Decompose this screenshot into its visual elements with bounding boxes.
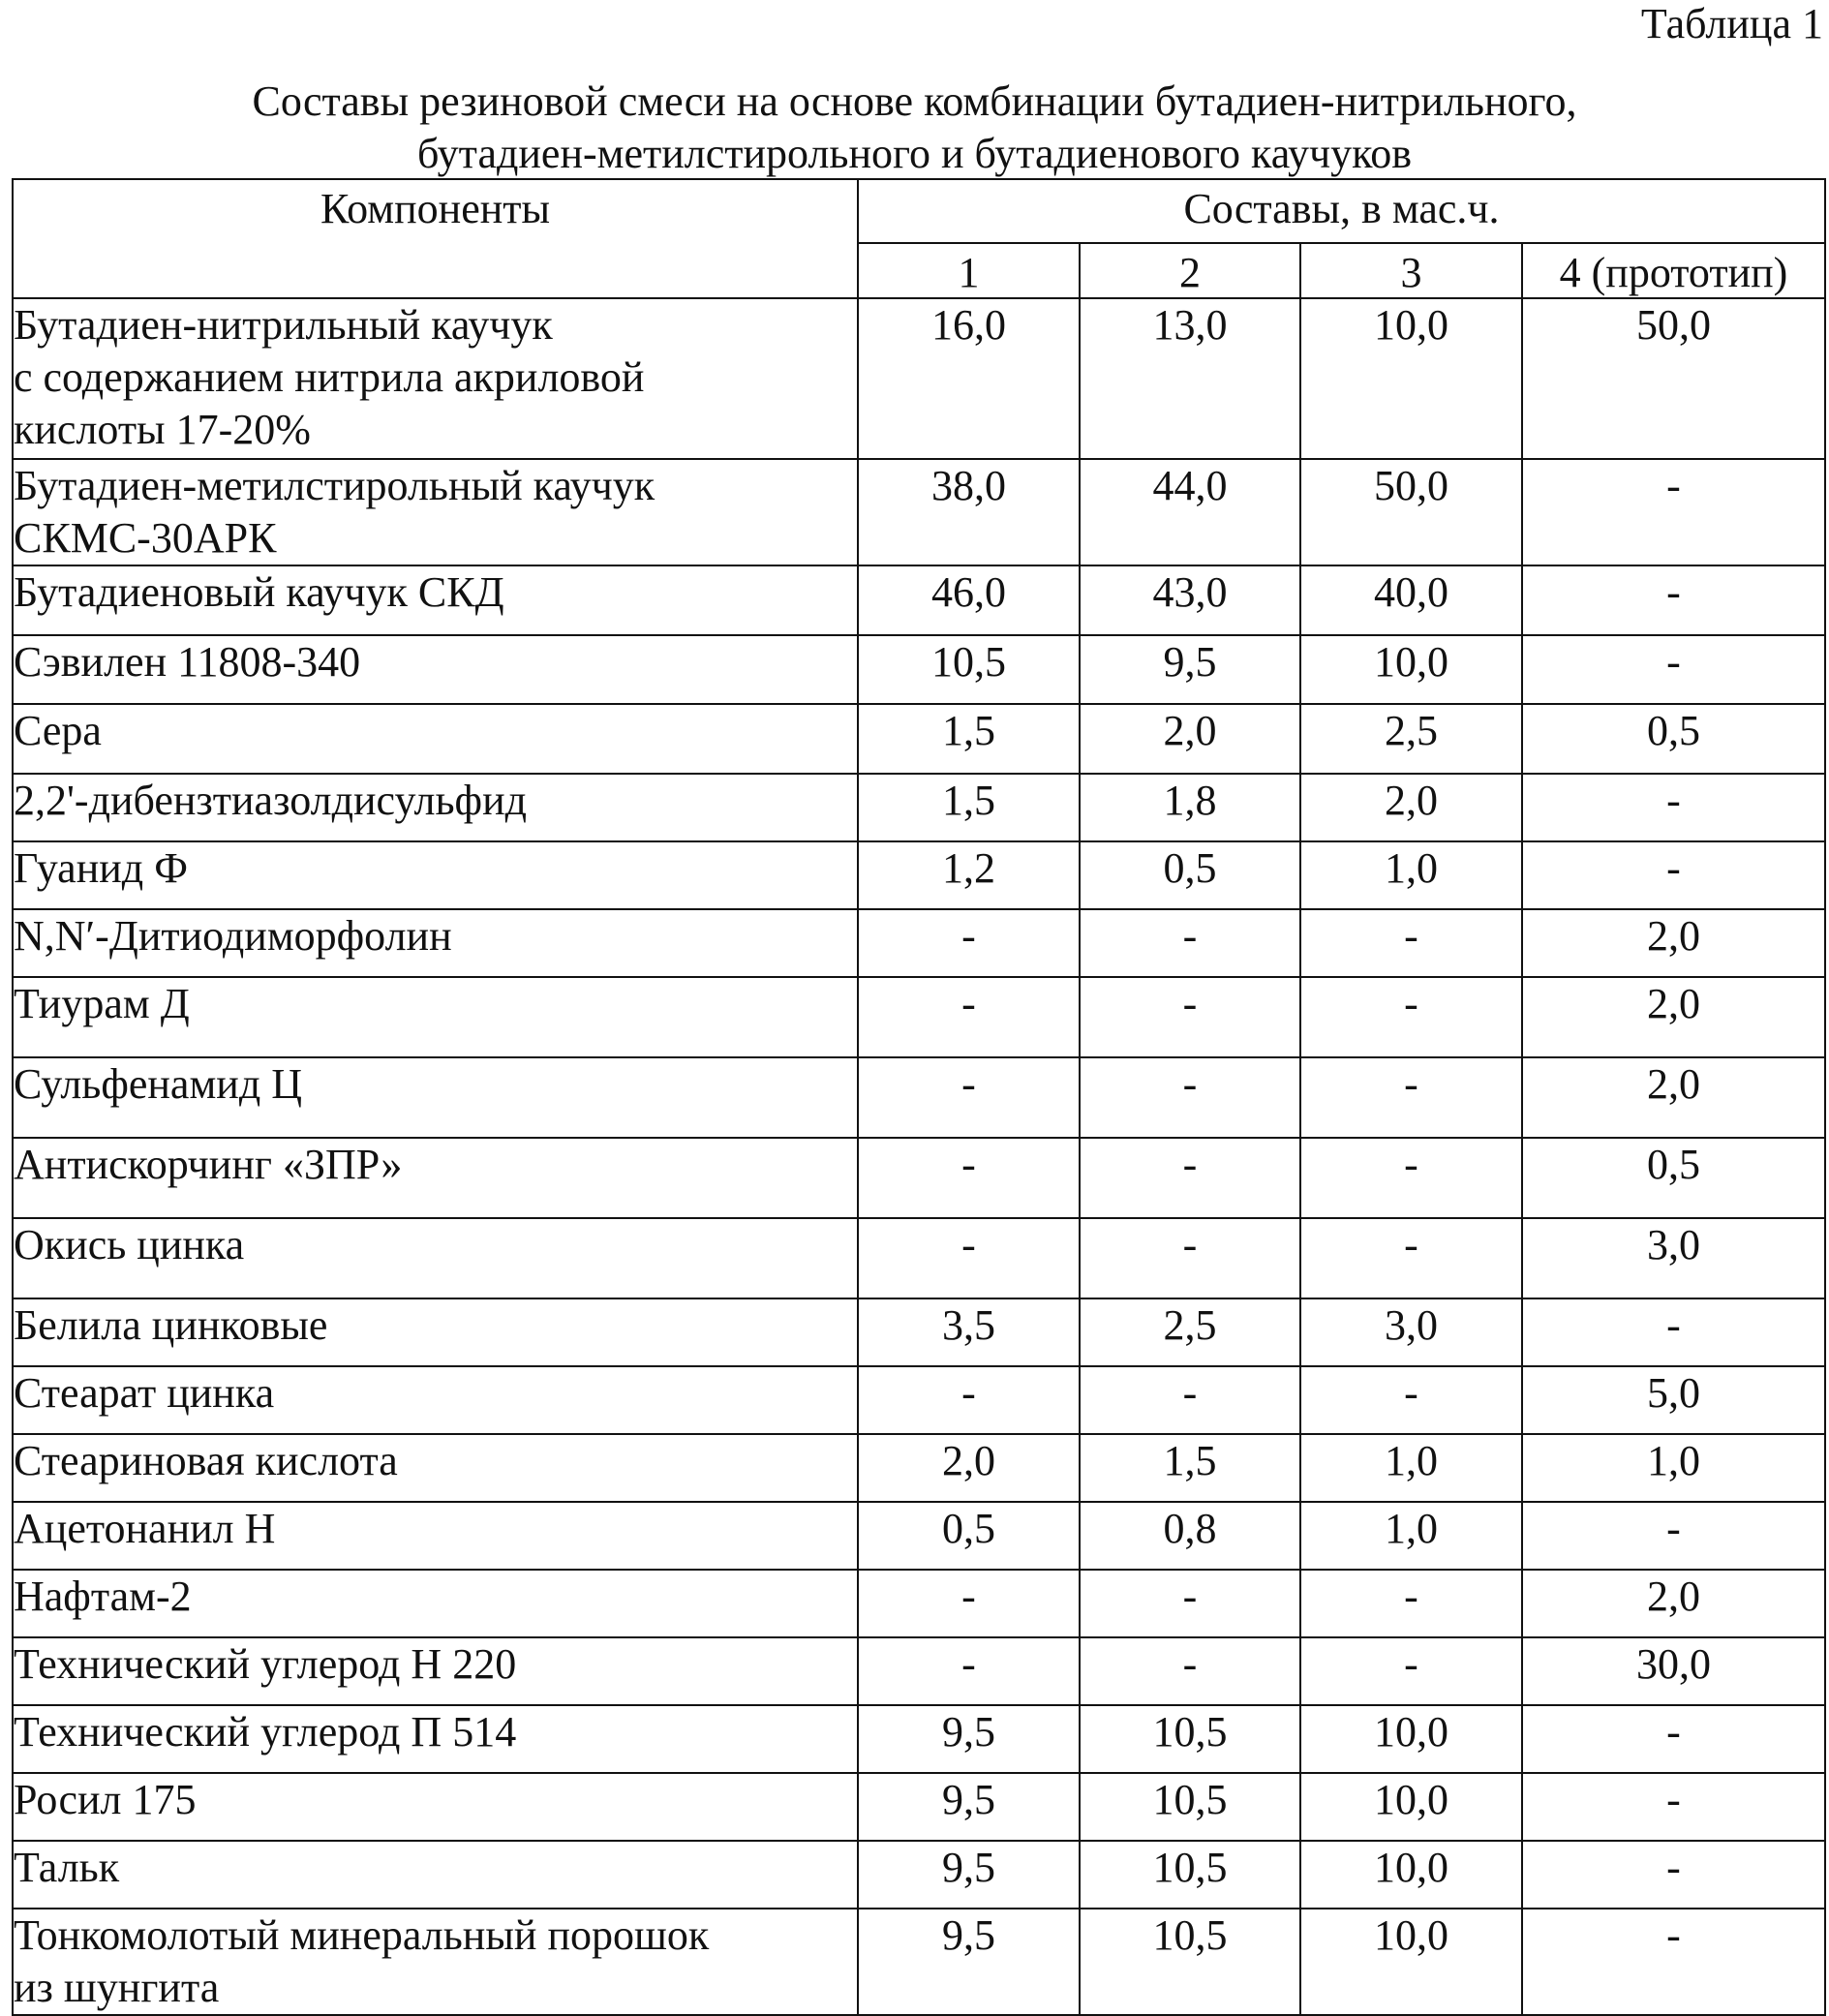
header-col-1: 1 xyxy=(858,243,1080,298)
header-col-3: 3 xyxy=(1300,243,1522,298)
value-cell-col-1: - xyxy=(858,1138,1080,1218)
component-name-cell xyxy=(13,1705,858,1773)
value-cell-col-1: 1,5 xyxy=(858,704,1080,774)
component-name-line: Сэвилен 11808-340 xyxy=(14,638,361,686)
table-row xyxy=(13,977,1825,1057)
value-cell-col-3: 1,0 xyxy=(1300,1502,1522,1570)
value-cell-col-3: 10,0 xyxy=(1300,1909,1522,2015)
value-cell-col-4: - xyxy=(1522,459,1825,565)
value-cell-col-3: 3,0 xyxy=(1300,1298,1522,1366)
value-cell-col-1: - xyxy=(858,1637,1080,1705)
table-row xyxy=(13,1434,1825,1502)
value-cell-col-4: - xyxy=(1522,635,1825,704)
header-compositions: Составы, в мас.ч. xyxy=(858,179,1825,243)
value-cell-col-3: - xyxy=(1300,1138,1522,1218)
value-cell-col-4: 50,0 xyxy=(1522,298,1825,459)
component-name-cell xyxy=(13,1057,858,1138)
table-row xyxy=(13,1218,1825,1298)
value-cell-col-2: 43,0 xyxy=(1080,565,1300,635)
component-name-line: Тиурам Д xyxy=(14,980,190,1027)
component-name-line: Бутадиен-нитрильный каучук xyxy=(14,301,553,349)
value-cell-col-1: - xyxy=(858,1366,1080,1434)
caption-line-2: бутадиен-метилстирольного и бутадиенового каучуков xyxy=(416,130,1413,177)
table-row xyxy=(13,459,1825,565)
value-cell-col-1: 1,5 xyxy=(858,774,1080,841)
component-name-line: Тонкомолотый минеральный порошок xyxy=(14,1911,710,1959)
table-row xyxy=(13,841,1825,909)
component-name-cell xyxy=(13,1298,858,1366)
value-cell-col-4: 0,5 xyxy=(1522,1138,1825,1218)
component-name-line: СКМС-30АРК xyxy=(14,514,277,562)
component-name-line: Ацетонанил Н xyxy=(14,1505,276,1552)
component-name-line: Сульфенамид Ц xyxy=(14,1060,303,1108)
value-cell-col-2: 1,5 xyxy=(1080,1434,1300,1502)
value-cell-col-2: 2,0 xyxy=(1080,704,1300,774)
table-row xyxy=(13,1502,1825,1570)
table-row xyxy=(13,298,1825,459)
component-name-cell xyxy=(13,565,858,635)
value-cell-col-3: 10,0 xyxy=(1300,1773,1522,1841)
value-cell-col-4: - xyxy=(1522,841,1825,909)
table-row xyxy=(13,1773,1825,1841)
table-row xyxy=(13,909,1825,977)
component-name-line: Бутадиеновый каучук СКД xyxy=(14,568,504,616)
value-cell-col-1: 1,2 xyxy=(858,841,1080,909)
value-cell-col-4: - xyxy=(1522,774,1825,841)
value-cell-col-4: - xyxy=(1522,1298,1825,1366)
header-components: Компоненты xyxy=(13,179,858,298)
value-cell-col-4: - xyxy=(1522,1705,1825,1773)
value-cell-col-1: 3,5 xyxy=(858,1298,1080,1366)
component-name-cell xyxy=(13,1637,858,1705)
value-cell-col-2: - xyxy=(1080,1366,1300,1434)
table-row xyxy=(13,704,1825,774)
value-cell-col-2: 10,5 xyxy=(1080,1705,1300,1773)
table-row xyxy=(13,774,1825,841)
header-col-4: 4 (прототип) xyxy=(1522,243,1825,298)
component-name-cell xyxy=(13,774,858,841)
value-cell-col-3: 40,0 xyxy=(1300,565,1522,635)
component-name-cell xyxy=(13,909,858,977)
value-cell-col-3: 50,0 xyxy=(1300,459,1522,565)
value-cell-col-4: - xyxy=(1522,1909,1825,2015)
component-name-line: Бутадиен-метилстирольный каучук xyxy=(14,462,655,509)
value-cell-col-3: - xyxy=(1300,1057,1522,1138)
value-cell-col-1: 0,5 xyxy=(858,1502,1080,1570)
value-cell-col-4: - xyxy=(1522,1841,1825,1909)
value-cell-col-4: 2,0 xyxy=(1522,1570,1825,1637)
value-cell-col-4: - xyxy=(1522,1773,1825,1841)
table-row xyxy=(13,1570,1825,1637)
component-name-line: из шунгита xyxy=(14,1964,220,2011)
value-cell-col-2: - xyxy=(1080,1138,1300,1218)
component-name-line: Нафтам-2 xyxy=(14,1573,192,1620)
component-name-cell xyxy=(13,1366,858,1434)
value-cell-col-2: 2,5 xyxy=(1080,1298,1300,1366)
component-name-cell xyxy=(13,1909,858,2015)
value-cell-col-4: 2,0 xyxy=(1522,1057,1825,1138)
table-row xyxy=(13,1057,1825,1138)
value-cell-col-3: 10,0 xyxy=(1300,635,1522,704)
value-cell-col-3: 2,0 xyxy=(1300,774,1522,841)
component-name-line: Окись цинка xyxy=(14,1221,245,1268)
value-cell-col-1: 2,0 xyxy=(858,1434,1080,1502)
value-cell-col-1: 10,5 xyxy=(858,635,1080,704)
value-cell-col-4: - xyxy=(1522,565,1825,635)
value-cell-col-2: 10,5 xyxy=(1080,1773,1300,1841)
value-cell-col-4: - xyxy=(1522,1502,1825,1570)
table-row xyxy=(13,1841,1825,1909)
value-cell-col-3: - xyxy=(1300,1570,1522,1637)
value-cell-col-3: 10,0 xyxy=(1300,1841,1522,1909)
value-cell-col-2: 10,5 xyxy=(1080,1841,1300,1909)
value-cell-col-3: - xyxy=(1300,1218,1522,1298)
component-name-line: Белила цинковые xyxy=(14,1301,328,1349)
composition-table xyxy=(12,178,1826,2016)
value-cell-col-3: - xyxy=(1300,1366,1522,1434)
table-caption xyxy=(0,76,1829,180)
component-name-cell xyxy=(13,298,858,459)
component-name-cell xyxy=(13,635,858,704)
value-cell-col-3: 2,5 xyxy=(1300,704,1522,774)
value-cell-col-4: 1,0 xyxy=(1522,1434,1825,1502)
value-cell-col-2: - xyxy=(1080,977,1300,1057)
component-name-line: с содержанием нитрила акриловой xyxy=(14,353,645,401)
component-name-line: Стеарат цинка xyxy=(14,1369,275,1417)
component-name-cell xyxy=(13,704,858,774)
header-col-2: 2 xyxy=(1080,243,1300,298)
table-row xyxy=(13,1909,1825,2015)
value-cell-col-2: - xyxy=(1080,1218,1300,1298)
value-cell-col-1: - xyxy=(858,909,1080,977)
table-row xyxy=(13,565,1825,635)
component-name-line: Стеариновая кислота xyxy=(14,1437,398,1484)
table-row xyxy=(13,1298,1825,1366)
component-name-cell xyxy=(13,1434,858,1502)
value-cell-col-4: 0,5 xyxy=(1522,704,1825,774)
component-name-cell xyxy=(13,1502,858,1570)
table-number-label: Таблица 1 xyxy=(1640,0,1823,47)
component-name-line: Антискорчинг «ЗПР» xyxy=(14,1141,403,1188)
value-cell-col-1: - xyxy=(858,1057,1080,1138)
table-row xyxy=(13,1637,1825,1705)
table-row xyxy=(13,1138,1825,1218)
value-cell-col-1: 9,5 xyxy=(858,1773,1080,1841)
value-cell-col-1: 9,5 xyxy=(858,1841,1080,1909)
value-cell-col-2: 10,5 xyxy=(1080,1909,1300,2015)
value-cell-col-1: 9,5 xyxy=(858,1909,1080,2015)
value-cell-col-4: 2,0 xyxy=(1522,909,1825,977)
table-row xyxy=(13,635,1825,704)
component-name-line: Гуанид Ф xyxy=(14,844,188,892)
value-cell-col-3: 1,0 xyxy=(1300,1434,1522,1502)
component-name-cell xyxy=(13,1570,858,1637)
value-cell-col-1: - xyxy=(858,977,1080,1057)
caption-line-1: Составы резиновой смеси на основе комбинации бутадиен-нитрильного, xyxy=(252,77,1577,125)
value-cell-col-2: 0,8 xyxy=(1080,1502,1300,1570)
component-name-line: Росил 175 xyxy=(14,1776,197,1823)
component-name-line: 2,2'-дибензтиазолдисульфид xyxy=(14,777,527,824)
value-cell-col-3: - xyxy=(1300,909,1522,977)
value-cell-col-2: 1,8 xyxy=(1080,774,1300,841)
value-cell-col-1: 38,0 xyxy=(858,459,1080,565)
value-cell-col-4: 5,0 xyxy=(1522,1366,1825,1434)
value-cell-col-2: - xyxy=(1080,1637,1300,1705)
value-cell-col-4: 3,0 xyxy=(1522,1218,1825,1298)
value-cell-col-2: 44,0 xyxy=(1080,459,1300,565)
value-cell-col-1: 16,0 xyxy=(858,298,1080,459)
table-body xyxy=(13,298,1825,2015)
value-cell-col-1: - xyxy=(858,1570,1080,1637)
component-name-cell xyxy=(13,1773,858,1841)
component-name-line: Технический углерод Н 220 xyxy=(14,1640,517,1688)
component-name-cell xyxy=(13,1218,858,1298)
value-cell-col-2: - xyxy=(1080,1057,1300,1138)
component-name-line: N,N′-Дитиодиморфолин xyxy=(14,912,452,960)
value-cell-col-2: 13,0 xyxy=(1080,298,1300,459)
component-name-line: Тальк xyxy=(14,1844,120,1891)
value-cell-col-2: - xyxy=(1080,909,1300,977)
value-cell-col-2: - xyxy=(1080,1570,1300,1637)
value-cell-col-3: 10,0 xyxy=(1300,1705,1522,1773)
value-cell-col-4: 2,0 xyxy=(1522,977,1825,1057)
component-name-cell xyxy=(13,1841,858,1909)
table-row xyxy=(13,1366,1825,1434)
value-cell-col-3: 1,0 xyxy=(1300,841,1522,909)
component-name-line: Сера xyxy=(14,707,102,754)
value-cell-col-2: 0,5 xyxy=(1080,841,1300,909)
value-cell-col-1: 46,0 xyxy=(858,565,1080,635)
value-cell-col-2: 9,5 xyxy=(1080,635,1300,704)
value-cell-col-1: - xyxy=(858,1218,1080,1298)
component-name-line: Технический углерод П 514 xyxy=(14,1708,517,1756)
component-name-cell xyxy=(13,1138,858,1218)
value-cell-col-3: - xyxy=(1300,977,1522,1057)
value-cell-col-4: 30,0 xyxy=(1522,1637,1825,1705)
component-name-line: кислоты 17-20% xyxy=(14,406,311,453)
component-name-cell xyxy=(13,977,858,1057)
table-row xyxy=(13,1705,1825,1773)
component-name-cell xyxy=(13,459,858,565)
component-name-cell xyxy=(13,841,858,909)
value-cell-col-1: 9,5 xyxy=(858,1705,1080,1773)
value-cell-col-3: 10,0 xyxy=(1300,298,1522,459)
value-cell-col-3: - xyxy=(1300,1637,1522,1705)
